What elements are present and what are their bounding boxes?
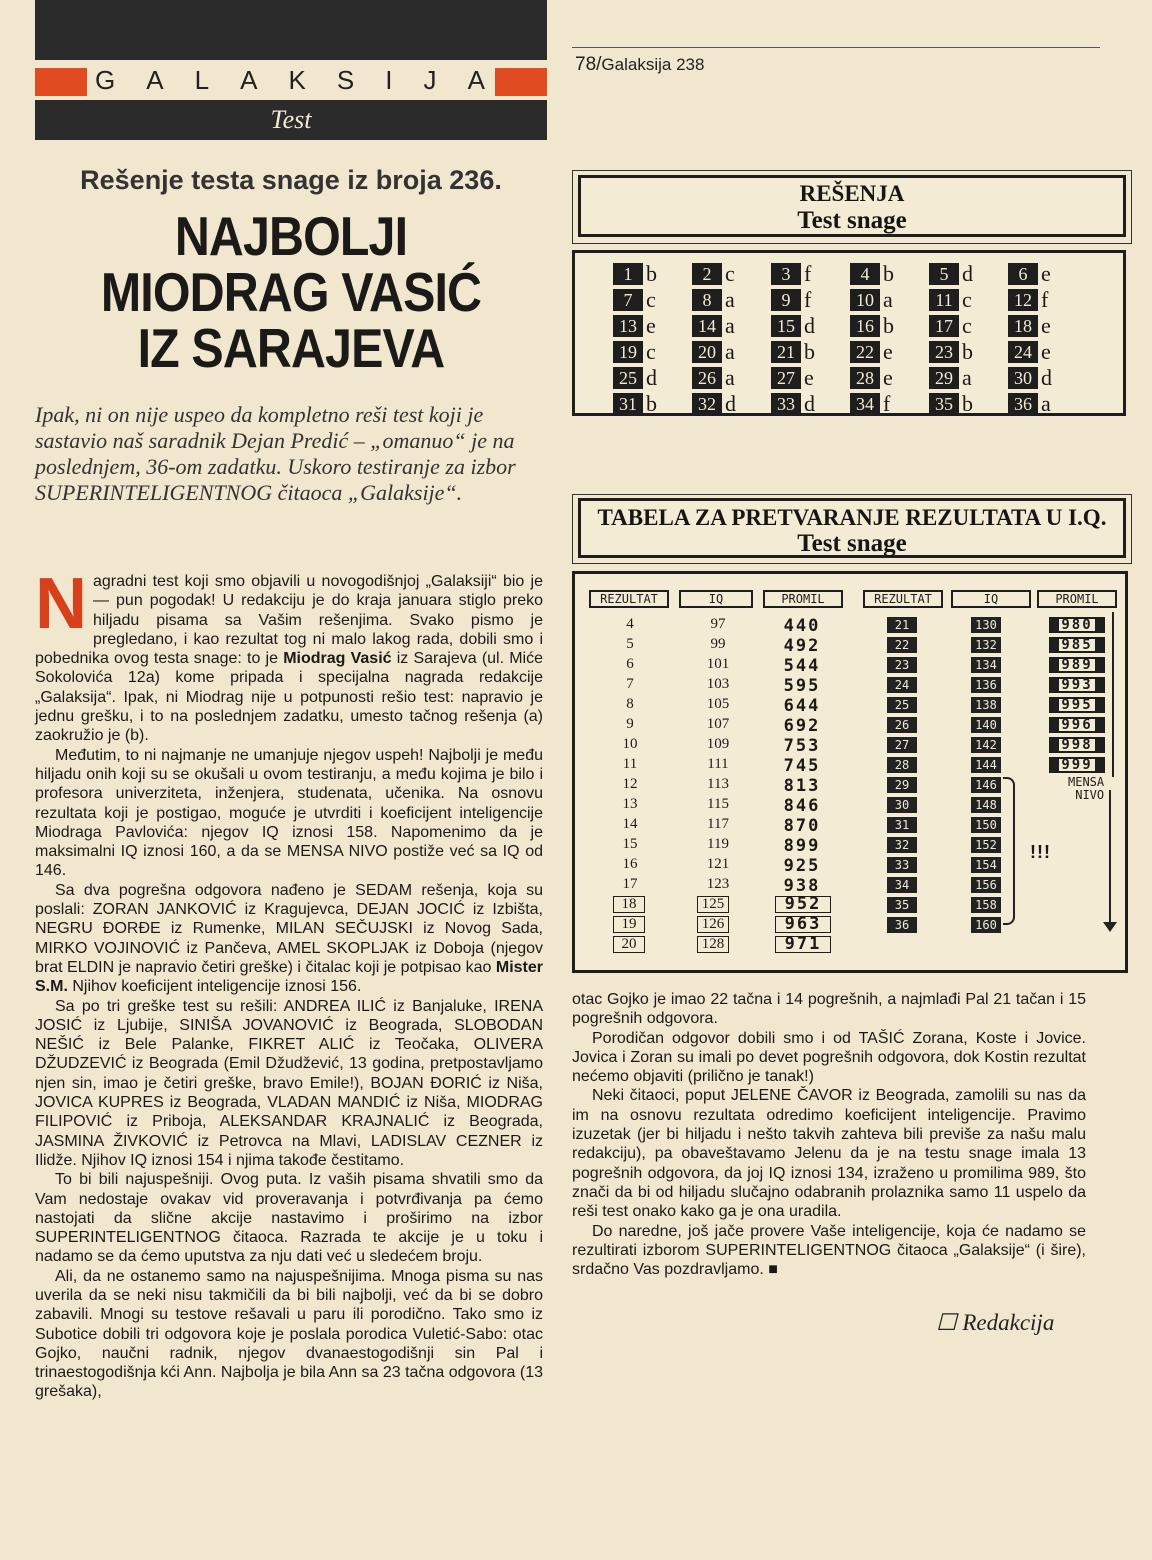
permille-cell: 993 (1049, 677, 1105, 693)
score-cell: 5 (626, 636, 634, 652)
answer-cell (613, 313, 692, 338)
score-cell: 30 (887, 797, 917, 813)
iq-cell: 144 (971, 757, 1001, 773)
column-header: IQ (951, 590, 1031, 608)
iq-cell: 146 (971, 777, 1001, 793)
bracket-line (1108, 612, 1114, 777)
answer-number: 30 (1008, 367, 1038, 389)
answer-number: 19 (613, 341, 643, 363)
answer-number: 4 (850, 263, 880, 285)
iq-cell: 132 (971, 637, 1001, 653)
permille-cell: 989 (1049, 657, 1105, 673)
answer-number: 31 (613, 393, 643, 415)
page-reference: 78/Galaksija 238 (575, 54, 705, 75)
answer-number: 10 (850, 289, 880, 311)
lead-paragraph: Ipak, ni on nije uspeo da kompletno reši test koji je sastavio naš saradnik Dejan Predić – „omanuo“ je na poslednjem, 36-om zadatku. Uskoro testiranje za izbor SUPERINTELIGENTNOG čitaoca „Galaksije“. (35, 402, 516, 505)
permille-cell: 995 (1049, 697, 1105, 713)
body-paragraph: Sa po tri greške test su rešili: ANDREA ILIĆ iz Banjaluke, IRENA JOSIĆ iz Ljubije, SINIŠA JOVANOVIĆ iz Beograda, SLOBODAN NEŠIĆ iz Bele Palanke, FIKRET ALIĆ iz Teočaka, OLIVERA DŽUDZEVIĆ iz Beograda (Emil Džudžević, 13 godina, pretpostavljamo njen sin, imao je četiri greške, bravo Emile!), BOJAN ĐORIĆ iz Niša, JOVICA KUPRES iz Beograda, VLADAN MANDIĆ iz Niša, MIODRAG FILIPOVIĆ iz Priboja, ALEKSANDAR KRAJNALIĆ iz Beograda, JASMINA ŽIVKOVIĆ iz Petrovca na Mlavi, LADISLAV CEZNER iz Ilidže. Njihov IQ iznosi 154 i njima takođe čestitamo. (35, 997, 543, 1169)
score-cell: 9 (626, 716, 634, 732)
answer-letter: e (1041, 260, 1051, 286)
permille-cell: 952 (775, 896, 831, 913)
signature: ☐ Redakcija (936, 1310, 1055, 1335)
answer-number: 28 (850, 367, 880, 389)
score-cell: 26 (887, 717, 917, 733)
permille-cell: 996 (1049, 717, 1105, 733)
permille-cell: 870 (783, 816, 821, 836)
column-header: PROMIL (1037, 590, 1117, 608)
iq-cell: 97 (710, 616, 726, 632)
iq-cell: 126 (697, 916, 729, 933)
answer-number: 15 (771, 315, 801, 337)
solutions-grid (572, 250, 1126, 416)
answer-number: 2 (692, 263, 722, 285)
answer-letter: a (725, 286, 735, 312)
answer-number: 35 (929, 393, 959, 415)
score-cell: 25 (887, 697, 917, 713)
score-cell: 28 (887, 757, 917, 773)
answer-number: 6 (1008, 263, 1038, 285)
masthead-letter: G (95, 64, 118, 95)
answer-letter: a (725, 364, 735, 390)
score-cell: 20 (613, 936, 645, 953)
iq-cell: 138 (971, 697, 1001, 713)
body-paragraph: Do naredne, još jače provere Vaše inteligencije, koja će nadamo se rezultirati izborom SUPERINTELIGENTNOG čitaoca „Galaksije“ (i šire), srdačno Vas pozdravljamo. ■ (572, 1222, 1086, 1279)
answer-cell (692, 391, 771, 416)
iq-cell: 117 (707, 816, 729, 832)
iq-cell: 125 (697, 896, 729, 913)
answer-letter: b (962, 390, 973, 416)
score-cell: 14 (622, 816, 638, 832)
answer-letter: c (962, 312, 972, 338)
headline (66, 205, 517, 379)
answer-letter: e (804, 364, 814, 390)
body-paragraph: To bi bili najuspešniji. Ovog puta. Iz vaših pisama shvatili smo da Vam nedostaje ovakav vid proveravanja i potvrđivanja pa ćemo nastojati da slične akcije nastavimo i proširimo na izbor SUPERINTELIGENTNOG čitaoca. Razrada te akcije je u toku i nadamo se da ćemo uputstva za nju dati već u sledećem broju. (35, 1171, 543, 1266)
body-paragraph: otac Gojko je imao 22 tačna i 14 pogrešnih, a najmlađi Pal 21 tačan i 15 pogrešnih odgovora. (572, 991, 1086, 1028)
masthead-letter: A (240, 64, 260, 95)
score-cell: 19 (613, 916, 645, 933)
answer-letter: c (646, 286, 656, 312)
answer-letter: a (883, 286, 893, 312)
answer-cell (850, 391, 929, 416)
masthead-letter: K (288, 64, 308, 95)
score-cell: 11 (622, 756, 638, 772)
permille-cell: 985 (1049, 637, 1105, 653)
score-cell: 35 (887, 897, 917, 913)
answer-letter: d (804, 312, 815, 338)
column-header: REZULTAT (863, 590, 943, 608)
answer-letter: f (1041, 286, 1049, 312)
answer-letter: d (646, 364, 657, 390)
score-cell: 6 (626, 656, 634, 672)
headline-line: IZ SARAJEVA (137, 317, 445, 379)
answer-cell (850, 287, 929, 312)
body-paragraph: Neki čitaoci, poput JELENE ČAVOR iz Beograda, zamolili su nas da im na osnovu rezultata odredimo koeficijent inteligencije. Pravimo izuzetak (jer bi hiljadu i nešto takvih zahteva bili previše za našu malu redakciju), pa obaveštavamo Jelenu da je na testu snage imala 13 pogrešnih odgovora, da joj IQ iznosi 134, izraženo u promilima 989, što znači da bi od hiljadu slučajno odabranih prolaznika samo 11 uspelo da reši test onako kako ga je ona uradila. (572, 1087, 1086, 1221)
iq-cell: 115 (707, 796, 729, 812)
answer-number: 16 (850, 315, 880, 337)
answer-number: 26 (692, 367, 722, 389)
iq-cell: 99 (710, 636, 726, 652)
permille-cell: 753 (783, 736, 821, 756)
answer-number: 34 (850, 393, 880, 415)
answer-cell (771, 391, 850, 416)
answer-number: 1 (613, 263, 643, 285)
answer-letter: d (962, 260, 973, 286)
permille-cell: 595 (783, 676, 821, 696)
score-cell: 32 (887, 837, 917, 853)
answer-cell (692, 313, 771, 338)
answer-number: 24 (1008, 341, 1038, 363)
body-paragraph: Međutim, to ni najmanje ne umanjuje njegov uspeh! Najbolji je među hiljadu onih koji su se okušali u ovom testiranju, a među kojima je bilo i profesora univerziteta, inženjera, studenata, učenika. Na osnovu rezultata koji je postigao, moguće je utvrditi i koeficijent inteligencije Miodraga Pavlovića: njegov IQ iznosi 158. Napomenimo da je maksimalni IQ iznosi 160, a da se MENSA NIVO postiže već sa IQ od 146. (35, 746, 543, 880)
answer-cell (613, 339, 692, 364)
conversion-table (572, 571, 1128, 973)
score-cell: 34 (887, 877, 917, 893)
permille-cell: 971 (775, 936, 831, 953)
brace (1003, 777, 1015, 925)
permille-cell: 813 (783, 776, 821, 796)
column-header: PROMIL (763, 590, 843, 608)
answer-letter: d (725, 390, 736, 416)
iq-cell: 130 (971, 617, 1001, 633)
masthead-letter: L (194, 64, 212, 95)
exclamation-mark: !!! (1030, 842, 1051, 862)
answer-number: 25 (613, 367, 643, 389)
iq-cell: 128 (697, 936, 729, 953)
score-cell: 15 (622, 836, 638, 852)
answer-letter: b (962, 338, 973, 364)
answer-letter: e (1041, 312, 1051, 338)
iq-cell: 142 (971, 737, 1001, 753)
iq-cell: 119 (707, 836, 729, 852)
score-cell: 27 (887, 737, 917, 753)
answer-letter: a (962, 364, 972, 390)
permille-cell: 980 (1049, 617, 1105, 633)
score-cell: 16 (622, 856, 638, 872)
answer-number: 32 (692, 393, 722, 415)
score-cell: 4 (626, 616, 634, 632)
body-paragraph: Porodičan odgovor dobili smo i od TAŠIĆ Zorana, Koste i Jovice. Jovica i Zoran su imali po devet pogrešnih odgovora, dok Kostin rezultat nećemo objaviti (prilično je tanak!) (572, 1029, 1086, 1086)
score-cell: 22 (887, 637, 917, 653)
score-cell: 33 (887, 857, 917, 873)
answer-letter: b (646, 260, 657, 286)
answer-cell (692, 339, 771, 364)
answer-number: 7 (613, 289, 643, 311)
answer-number: 22 (850, 341, 880, 363)
body-column-right (572, 990, 1086, 1279)
answer-letter: b (883, 312, 894, 338)
answer-cell (1008, 261, 1087, 286)
score-cell: 29 (887, 777, 917, 793)
iq-cell: 109 (706, 736, 730, 752)
answer-cell (1008, 313, 1087, 338)
answer-cell (929, 391, 1008, 416)
answer-number: 27 (771, 367, 801, 389)
answer-letter: f (804, 260, 812, 286)
masthead-letter: I (385, 64, 395, 95)
answer-cell (692, 365, 771, 390)
masthead-bar (35, 0, 547, 60)
answer-number: 23 (929, 341, 959, 363)
score-cell: 24 (887, 677, 917, 693)
answer-letter: b (804, 338, 815, 364)
masthead-letter: A (467, 64, 487, 95)
permille-cell: 925 (783, 856, 821, 876)
answer-letter: e (883, 338, 893, 364)
column-header: REZULTAT (589, 590, 669, 608)
permille-cell: 544 (783, 656, 821, 676)
body-paragraph: Nagradni test koji smo objavili u novogodišnjoj „Galaksiji“ bio je — pun pogodak! U redakciju je do kraja januara stiglo preko hiljadu pisama sa Vašim rešenjima. Svako pismo je pregledano, i kao rezultat tog ni malo lakog rada, dobili smo i pobednika ovog testa snage: to je Miodrag Vasić iz Sarajeva (ul. Miće Sokolovića 12a) kome pripada i specijalna nagrada redakcije „Galaksija“. Ipak, ni Miodrag nije u potpunosti rešio test: napravio je jednu grešku, i to na poslednjem zadatku, umesto tačnog rešenja (a) zaokružio je (b). (35, 564, 544, 745)
masthead-letter: S (336, 64, 357, 95)
iq-cell: 154 (971, 857, 1001, 873)
answer-cell (1008, 391, 1087, 416)
score-cell: 8 (626, 696, 634, 712)
answer-cell (613, 391, 692, 416)
iq-cell: 105 (706, 696, 730, 712)
answer-letter: a (1041, 390, 1051, 416)
answer-number: 29 (929, 367, 959, 389)
answer-cell (929, 339, 1008, 364)
answer-cell (1008, 365, 1087, 390)
iq-cell: 152 (971, 837, 1001, 853)
body-paragraph: Ali, da ne ostanemo samo na najuspešnijima. Mnoga pisma su nas uverila da se neki nisu takmičili da bi bili najbolji, već da bi se dobro zabavili. Mnogi su testove rešavali u paru ili porodično. Tako smo iz Subotice dobili tri odgovora koje je poslala porodica Vuletić-Sabo: otac Gojko, naučni radnik, njegov dvanaestogodišnji sin Pal i trinaestogodišnja kći Ann. Najbolja je bila Ann sa 23 tačna odgovora (13 grešaka), (35, 1267, 543, 1401)
permille-cell: 745 (783, 756, 821, 776)
answer-letter: d (1041, 364, 1052, 390)
answer-number: 13 (613, 315, 643, 337)
answer-number: 20 (692, 341, 722, 363)
magazine-name (95, 62, 487, 98)
answer-number: 14 (692, 315, 722, 337)
iq-cell: 160 (971, 917, 1001, 933)
answer-cell (1008, 339, 1087, 364)
iq-cell: 111 (707, 756, 729, 772)
answer-letter: b (646, 390, 657, 416)
iq-cell: 156 (971, 877, 1001, 893)
permille-cell: 692 (783, 716, 821, 736)
answer-letter: e (646, 312, 656, 338)
permille-cell: 492 (783, 636, 821, 656)
score-cell: 10 (622, 736, 638, 752)
answer-number: 8 (692, 289, 722, 311)
answer-letter: f (883, 390, 891, 416)
body-paragraph: Sa dva pogrešna odgovora nađeno je SEDAM rešenja, koja su poslali: ZORAN JANKOVIĆ iz Kragujevca, DEJAN JOCIĆ iz Izbišta, NEGRU ĐORĐE iz Rumenke, MILAN SEČUJSKI iz Novog Sada, MIRKO VOJINOVIĆ iz Pančeva, AMEL SKOPLJAK iz Doboja (njegov brat ELDIN je napravio četiri greške) i čitalac koji je potpisao kao Mister S.M. Njihov koeficijent inteligencije iznosi 156. (35, 881, 543, 996)
score-cell: 17 (622, 876, 638, 892)
permille-cell: 999 (1049, 757, 1105, 773)
answer-number: 11 (929, 289, 959, 311)
answer-cell (771, 339, 850, 364)
answer-cell (771, 365, 850, 390)
answer-cell (929, 313, 1008, 338)
answer-letter: a (725, 338, 735, 364)
permille-cell: 644 (783, 696, 821, 716)
answer-cell (771, 287, 850, 312)
score-cell: 21 (887, 617, 917, 633)
answer-number: 33 (771, 393, 801, 415)
answer-letter: f (804, 286, 812, 312)
iq-cell: 158 (971, 897, 1001, 913)
iq-cell: 123 (706, 876, 730, 892)
answer-cell (613, 261, 692, 286)
answer-letter: e (883, 364, 893, 390)
score-cell: 23 (887, 657, 917, 673)
kicker: Rešenje testa snage iz broja 236. (80, 165, 502, 195)
masthead-band (35, 62, 547, 98)
score-cell: 36 (887, 917, 917, 933)
score-cell: 13 (622, 796, 638, 812)
body-column-left (35, 564, 544, 1402)
answer-letter: b (883, 260, 894, 286)
iq-cell: 103 (706, 676, 730, 692)
header-rule (572, 47, 1100, 48)
answer-letter: c (725, 260, 735, 286)
answer-number: 9 (771, 289, 801, 311)
answer-number: 36 (1008, 393, 1038, 415)
answer-letter: e (1041, 338, 1051, 364)
answer-letter: d (804, 390, 815, 416)
answer-cell (1008, 287, 1087, 312)
iq-cell: 134 (971, 657, 1001, 673)
answer-cell (692, 287, 771, 312)
permille-cell: 846 (783, 796, 821, 816)
answer-cell (771, 261, 850, 286)
permille-cell: 998 (1049, 737, 1105, 753)
score-cell: 7 (626, 676, 634, 692)
answer-number: 5 (929, 263, 959, 285)
answer-cell (850, 261, 929, 286)
answer-cell (692, 261, 771, 286)
masthead-letter: A (146, 64, 166, 95)
answer-number: 17 (929, 315, 959, 337)
score-cell: 12 (622, 776, 638, 792)
answer-cell (850, 365, 929, 390)
mensa-level-label: MENSA NIVO (1068, 775, 1105, 802)
answer-cell (613, 365, 692, 390)
answer-number: 18 (1008, 315, 1038, 337)
answer-cell (850, 339, 929, 364)
solutions-title: REŠENJA Test snage (578, 175, 1126, 237)
iq-cell: 150 (971, 817, 1001, 833)
answer-cell (850, 313, 929, 338)
arrow-down-icon (1109, 790, 1111, 925)
score-cell: 18 (613, 896, 645, 913)
iq-cell: 101 (706, 656, 730, 672)
section-title: Test (35, 100, 547, 140)
headline-line: NAJBOLJI (174, 205, 408, 267)
answer-cell (613, 287, 692, 312)
column-header: IQ (679, 590, 753, 608)
permille-cell: 440 (783, 616, 821, 636)
iq-cell: 136 (971, 677, 1001, 693)
answer-letter: c (646, 338, 656, 364)
answer-cell (929, 365, 1008, 390)
iq-cell: 140 (971, 717, 1001, 733)
answer-letter: c (962, 286, 972, 312)
permille-cell: 938 (783, 876, 821, 896)
answer-cell (771, 313, 850, 338)
red-accent-block (495, 68, 547, 96)
headline-line: MIODRAG VASIĆ (100, 261, 482, 323)
iq-cell: 113 (707, 776, 729, 792)
iq-cell: 121 (706, 856, 730, 872)
masthead-letter: J (423, 64, 439, 95)
drop-cap: N (35, 564, 87, 644)
arrow-head-icon (1103, 922, 1117, 932)
answer-cell (929, 261, 1008, 286)
answer-letter: a (725, 312, 735, 338)
answer-number: 12 (1008, 289, 1038, 311)
score-cell: 31 (887, 817, 917, 833)
conversion-title: TABELA ZA PRETVARANJE REZULTATA U I.Q. Test snage (578, 498, 1126, 558)
answer-number: 21 (771, 341, 801, 363)
iq-cell: 107 (706, 716, 730, 732)
iq-cell: 148 (971, 797, 1001, 813)
answer-number: 3 (771, 263, 801, 285)
answer-cell (929, 287, 1008, 312)
permille-cell: 899 (783, 836, 821, 856)
red-accent-block (35, 68, 87, 96)
permille-cell: 963 (775, 916, 831, 933)
